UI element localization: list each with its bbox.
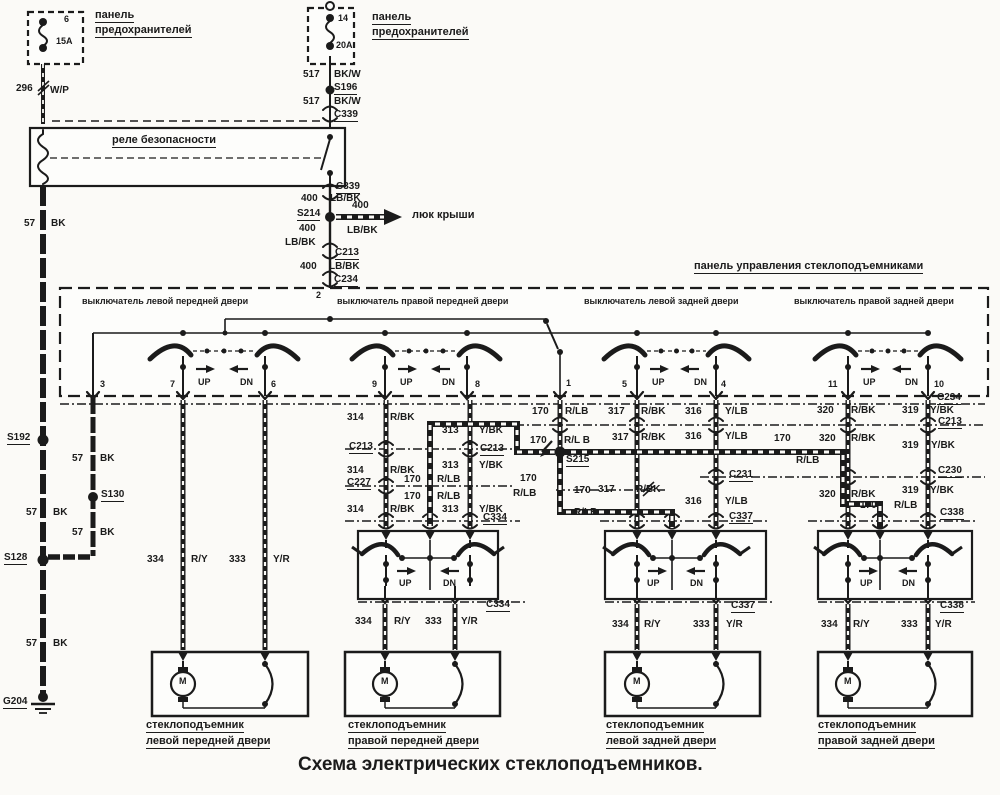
wire-number: 517	[303, 96, 320, 107]
wire-number: 170	[860, 500, 877, 511]
wire-number: 317	[612, 432, 629, 443]
pin-number: 7	[170, 379, 176, 389]
connector-label: C338	[940, 507, 964, 518]
wire-number: 316	[685, 496, 702, 507]
wire-number: 333	[229, 554, 246, 565]
splice-label: S192	[7, 432, 31, 443]
pin-number: 8	[475, 379, 481, 389]
wire-number: 319	[902, 405, 919, 416]
dn-label: DN	[240, 377, 253, 387]
switch-label: выключатель левой передней двери	[82, 296, 249, 306]
connector-label: C213	[335, 247, 359, 258]
wire-number: 313	[442, 504, 459, 515]
connector-label: C338	[940, 600, 964, 611]
dn-label: DN	[442, 377, 455, 387]
wire-number: 320	[819, 433, 836, 444]
pin-number: 5	[622, 379, 628, 389]
wire-color: LB/BK	[285, 237, 316, 248]
wire-color: Y/BK	[479, 460, 503, 471]
wire-number: 316	[685, 406, 702, 417]
fuse-number: 14	[338, 13, 349, 23]
wire-color: R/Y	[394, 616, 411, 627]
wire-color: R/Y	[191, 554, 208, 565]
pin-number: 2	[316, 290, 322, 300]
fuse-panel-label: предохранителей	[372, 26, 469, 40]
wire-number: 170	[532, 406, 549, 417]
up-label: UP	[860, 578, 873, 588]
wire-number: 57	[24, 218, 36, 229]
wire-number: 314	[347, 504, 364, 515]
wire-color: R/LB	[796, 455, 820, 466]
wire-number: 320	[819, 489, 836, 500]
motor-symbol: M	[381, 676, 389, 686]
fuse-panel-label: панель	[95, 9, 134, 23]
wire-color: R/LB	[574, 507, 598, 518]
pin-number: 9	[372, 379, 378, 389]
wire-color: LB/BK	[347, 225, 378, 236]
wire-color: R/BK	[851, 489, 876, 500]
wire-number: 296	[16, 83, 33, 94]
fuse-rating: 15A	[56, 36, 73, 46]
wire-number: 170	[574, 485, 591, 496]
wire-color: Y/R	[726, 619, 743, 630]
fuse-panel-label: предохранителей	[95, 24, 192, 38]
wire-color: BK	[51, 218, 66, 229]
fuse-panel-label: панель	[372, 11, 411, 25]
wire-color: Y/LB	[725, 406, 748, 417]
wire-number: 400	[300, 261, 317, 272]
wire-number: 316	[685, 431, 702, 442]
wire-number: 170	[404, 491, 421, 502]
motor-label: левой задней двери	[606, 735, 716, 749]
dn-label: DN	[443, 578, 456, 588]
wire-color: Y/R	[461, 616, 478, 627]
wire-number: 334	[147, 554, 164, 565]
wire-color: LB/BK	[329, 261, 360, 272]
wire-number: 319	[902, 485, 919, 496]
wire-color: R/LB	[565, 406, 589, 417]
wire-color: Y/BK	[930, 485, 954, 496]
wire-color: Y/BK	[930, 405, 954, 416]
wire-number: 170	[520, 473, 537, 484]
motor-label: правой передней двери	[348, 735, 479, 749]
splice-label: S130	[101, 489, 125, 500]
up-label: UP	[647, 578, 660, 588]
motor-label: левой передней двери	[146, 735, 270, 749]
wire-color: R/BK	[390, 412, 415, 423]
wire-color: Y/BK	[479, 504, 503, 515]
wire-number: 333	[425, 616, 442, 627]
wire-number: 314	[347, 465, 364, 476]
motor-label: правой задней двери	[818, 735, 935, 749]
pin-number: 10	[934, 379, 945, 389]
wire-number: 57	[72, 527, 84, 538]
wire-number: 334	[355, 616, 372, 627]
dn-label: DN	[905, 377, 918, 387]
fuse-number: 6	[64, 14, 70, 24]
motor-symbol: M	[844, 676, 852, 686]
connector-label: C337	[731, 600, 755, 611]
wire-color: R/LB	[894, 500, 918, 511]
motor-symbol: M	[179, 676, 187, 686]
wire-color: W/P	[50, 85, 69, 96]
pin-number: 3	[100, 379, 106, 389]
wire-color: BK/W	[334, 96, 361, 107]
wire-number: 317	[598, 484, 615, 495]
splice-label: S215	[566, 454, 590, 465]
wire-color: R/BK	[390, 504, 415, 515]
connector-label: C213	[938, 416, 962, 427]
wire-color: Y/LB	[725, 431, 748, 442]
wire-color: Y/R	[935, 619, 952, 630]
wire-color: BK	[53, 507, 68, 518]
wire-number: 400	[299, 223, 316, 234]
wire-number: 334	[821, 619, 838, 630]
wire-number: 170	[530, 435, 547, 446]
wire-color: R/BK	[390, 465, 415, 476]
up-label: UP	[863, 377, 876, 387]
wire-number: 334	[612, 619, 629, 630]
wire-number: 57	[26, 638, 38, 649]
sunroof-label: люк крыши	[412, 209, 475, 221]
diagram-title: Схема электрических стеклоподъемников.	[298, 754, 703, 775]
connector-label: C234	[937, 392, 961, 403]
motor-label: стеклоподъемник	[818, 719, 916, 733]
wire-number: 317	[608, 406, 625, 417]
relay-label: реле безопасности	[112, 134, 216, 148]
wire-number: 400	[352, 200, 369, 211]
wire-color: R/BK	[636, 484, 661, 495]
wire-number: 170	[404, 474, 421, 485]
fuse-rating: 20A	[336, 40, 353, 50]
pin-number: 4	[721, 379, 727, 389]
connector-label: C337	[729, 511, 753, 522]
splice-label: S128	[4, 552, 28, 563]
wire-color: Y/R	[273, 554, 290, 565]
wire-color: R/BK	[851, 405, 876, 416]
connector-label: C227	[347, 477, 371, 488]
up-label: UP	[400, 377, 413, 387]
dn-label: DN	[694, 377, 707, 387]
wire-number: 57	[72, 453, 84, 464]
dn-label: DN	[690, 578, 703, 588]
wire-color: R/LB	[513, 488, 537, 499]
ground-label: G204	[3, 696, 28, 707]
splice-label: S196	[334, 82, 358, 93]
wire-number: 313	[442, 425, 459, 436]
wire-number: 57	[26, 507, 38, 518]
up-label: UP	[399, 578, 412, 588]
up-label: UP	[652, 377, 665, 387]
connector-label: C339	[336, 181, 360, 192]
motor-symbol: M	[633, 676, 641, 686]
wire-number: 400	[301, 193, 318, 204]
connector-label: C213	[480, 443, 504, 454]
pin-number: 1	[566, 378, 572, 388]
switch-label: выключатель левой задней двери	[584, 296, 739, 306]
dn-label: DN	[902, 578, 915, 588]
wire-color: R/LB	[437, 474, 461, 485]
wire-color: Y/LB	[725, 496, 748, 507]
wire-number: 313	[442, 460, 459, 471]
wire-color: LB/BK	[330, 193, 361, 204]
wire-color: Y/BK	[931, 440, 955, 451]
wire-number: 170	[774, 433, 791, 444]
wire-color: R/L B	[564, 435, 590, 446]
wire-color: R/BK	[641, 432, 666, 443]
motor-label: стеклоподъемник	[146, 719, 244, 733]
motor-label: стеклоподъемник	[348, 719, 446, 733]
connector-label: C234	[334, 274, 358, 285]
wire-number: 320	[817, 405, 834, 416]
connector-label: C334	[486, 599, 510, 610]
wire-color: Y/BK	[479, 425, 503, 436]
pin-number: 6	[271, 379, 277, 389]
wire-color: R/Y	[853, 619, 870, 630]
wire-color: BK	[100, 527, 115, 538]
wire-color: BK/W	[334, 69, 361, 80]
switch-label: выключатель правой задней двери	[794, 296, 954, 306]
wire-color: R/Y	[644, 619, 661, 630]
wire-number: 314	[347, 412, 364, 423]
up-label: UP	[198, 377, 211, 387]
wire-color: R/LB	[437, 491, 461, 502]
connector-label: C213	[349, 441, 373, 452]
motor-label: стеклоподъемник	[606, 719, 704, 733]
pin-number: 11	[828, 379, 838, 389]
wire-number: 319	[902, 440, 919, 451]
switch-label: выключатель правой передней двери	[337, 296, 509, 306]
connector-label: C334	[483, 512, 507, 523]
wire-color: R/BK	[641, 406, 666, 417]
connector-label: C230	[938, 465, 962, 476]
wire-color: BK	[100, 453, 115, 464]
connector-label: C231	[729, 469, 753, 480]
panel-title: панель управления стеклоподъемниками	[694, 260, 923, 274]
wire-number: 333	[901, 619, 918, 630]
splice-label: S214	[297, 208, 321, 219]
wire-color: BK	[53, 638, 68, 649]
wire-number: 517	[303, 69, 320, 80]
connector-label: C339	[334, 109, 358, 120]
wire-number: 333	[693, 619, 710, 630]
wire-color: R/BK	[851, 433, 876, 444]
